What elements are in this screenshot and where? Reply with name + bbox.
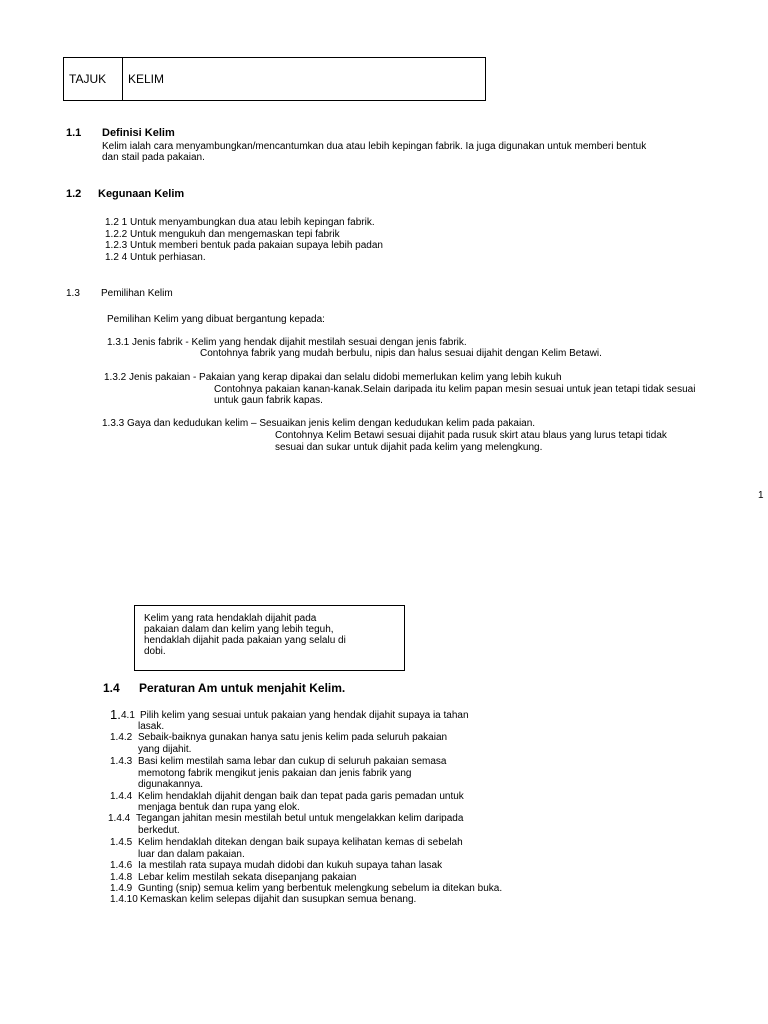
- note-line-4: dobi.: [144, 646, 166, 657]
- section-1-3-number: 1.3: [66, 288, 80, 299]
- section-1-3-2-head: 1.3.2 Jenis pakaian - Pakaian yang kerap dipakai dan selalu didobi memerlukan kelim yang lebih kukuh: [104, 372, 562, 383]
- rule-1-4-6-number: 1.4.6: [110, 860, 133, 871]
- rule-1-4-9-number: 1.4.9: [110, 883, 133, 894]
- table-divider: [122, 58, 123, 100]
- section-1-1-title: Definisi Kelim: [102, 127, 175, 139]
- section-1-4-title: Peraturan Am untuk menjahit Kelim.: [139, 681, 346, 695]
- section-1-3-2-cont-2: untuk gaun fabrik kapas.: [214, 395, 323, 406]
- rule-1-4-1-number-big: 1.: [110, 707, 121, 722]
- note-line-3: hendaklah dijahit pada pakaian yang selalu di: [144, 635, 346, 646]
- rule-1-4-8-number: 1.4.8: [110, 872, 133, 883]
- section-1-2-item-3: 1.2.3 Untuk memberi bentuk pada pakaian supaya lebih padan: [105, 240, 383, 251]
- section-1-3-2-cont-1: Contohnya pakaian kanan-kanak.Selain daripada itu kelim papan mesin sesuai untuk jean tetapi tidak sesuai: [214, 384, 696, 395]
- rule-1-4-2-text: Sebaik-baiknya gunakan hanya satu jenis kelim pada seluruh pakaian: [138, 732, 448, 743]
- note-line-1: Kelim yang rata hendaklah dijahit pada: [144, 613, 317, 624]
- rule-1-4-4-text: Kelim hendaklah dijahit dengan baik dan tepat pada garis pemadan untuk: [138, 791, 464, 802]
- rule-1-4-1-text: Pilih kelim yang sesuai untuk pakaian yang hendak dijahit supaya ia tahan: [140, 710, 469, 721]
- section-1-3-3-cont-2: sesuai dan sukar untuk dijahit pada kelim yang melengkung.: [275, 442, 543, 453]
- page-number: 1: [758, 490, 764, 501]
- rule-1-4-1-cont: lasak.: [138, 721, 165, 732]
- section-1-3-title: Pemilihan Kelim: [101, 288, 173, 299]
- rule-1-4-4-number: 1.4.4: [110, 791, 133, 802]
- section-1-3-3-head: 1.3.3 Gaya dan kedudukan kelim – Sesuaikan jenis kelim dengan kedudukan kelim pada pakaian.: [102, 418, 536, 429]
- rule-1-4-4b-cont: berkedut.: [138, 825, 180, 836]
- section-1-3-1-cont-1: Contohnya fabrik yang mudah berbulu, nipis dan halus sesuai dijahit dengan Kelim Betawi.: [200, 348, 602, 359]
- section-1-2-item-2: 1.2.2 Untuk mengukuh dan mengemaskan tepi fabrik: [105, 229, 340, 240]
- rule-1-4-8-text: Lebar kelim mestilah sekata disepanjang pakaian: [138, 872, 357, 883]
- tajuk-value: KELIM: [128, 72, 165, 86]
- section-1-1-number: 1.1: [66, 127, 82, 139]
- section-1-1-text-line-2: dan stail pada pakaian.: [102, 152, 205, 163]
- section-1-3-3-cont-1: Contohnya Kelim Betawi sesuai dijahit pada rusuk skirt atau blaus yang lurus tetapi tidak: [275, 430, 667, 441]
- rule-1-4-5-number: 1.4.5: [110, 837, 133, 848]
- rule-1-4-1-number-rest: 4.1: [121, 710, 135, 721]
- rule-1-4-4b-text: Tegangan jahitan mesin mestilah betul untuk mengelakkan kelim daripada: [136, 813, 464, 824]
- rule-1-4-4-cont: menjaga bentuk dan rupa yang elok.: [138, 802, 300, 813]
- section-1-2-title: Kegunaan Kelim: [98, 188, 185, 200]
- section-1-4-number: 1.4: [103, 681, 120, 695]
- rule-1-4-10-text: Kemaskan kelim selepas dijahit dan susupkan semua benang.: [140, 894, 417, 905]
- section-1-1-text-line-1: Kelim ialah cara menyambungkan/mencantumkan dua atau lebih kepingan fabrik. Ia juga digunakan untuk memberi bentuk: [102, 141, 647, 152]
- rule-1-4-5-cont: luar dan dalam pakaian.: [138, 849, 245, 860]
- rule-1-4-3-cont: memotong fabrik mengikut jenis pakaian dan jenis fabrik yang: [138, 768, 412, 779]
- rule-1-4-10-number: 1.4.10: [110, 894, 138, 905]
- rule-1-4-3-text: Basi kelim mestilah sama lebar dan cukup di seluruh pakaian semasa: [138, 756, 447, 767]
- section-1-2-number: 1.2: [66, 188, 82, 200]
- section-1-3-intro: Pemilihan Kelim yang dibuat bergantung kepada:: [107, 314, 325, 325]
- section-1-3-1-head: 1.3.1 Jenis fabrik - Kelim yang hendak dijahit mestilah sesuai dengan jenis fabrik.: [107, 337, 467, 348]
- section-1-2-item-4: 1.2 4 Untuk perhiasan.: [105, 252, 206, 263]
- rule-1-4-3-cont-2: digunakannya.: [138, 779, 204, 790]
- note-line-2: pakaian dalam dan kelim yang lebih teguh,: [144, 624, 334, 635]
- rule-1-4-3-number: 1.4.3: [110, 756, 133, 767]
- rule-1-4-5-text: Kelim hendaklah ditekan dengan baik supaya kelihatan kemas di sebelah: [138, 837, 463, 848]
- rule-1-4-6-text: Ia mestilah rata supaya mudah didobi dan kukuh supaya tahan lasak: [138, 860, 443, 871]
- rule-1-4-2-number: 1.4.2: [110, 732, 133, 743]
- title-table: [63, 57, 486, 101]
- note-box: [134, 605, 405, 671]
- rule-1-4-2-cont: yang dijahit.: [138, 744, 192, 755]
- section-1-2-item-1: 1.2 1 Untuk menyambungkan dua atau lebih kepingan fabrik.: [105, 217, 375, 228]
- rule-1-4-9-text: Gunting (snip) semua kelim yang berbentuk melengkung sebelum ia ditekan buka.: [138, 883, 503, 894]
- tajuk-label: TAJUK: [69, 72, 107, 86]
- rule-1-4-4b-number: 1.4.4: [108, 813, 131, 824]
